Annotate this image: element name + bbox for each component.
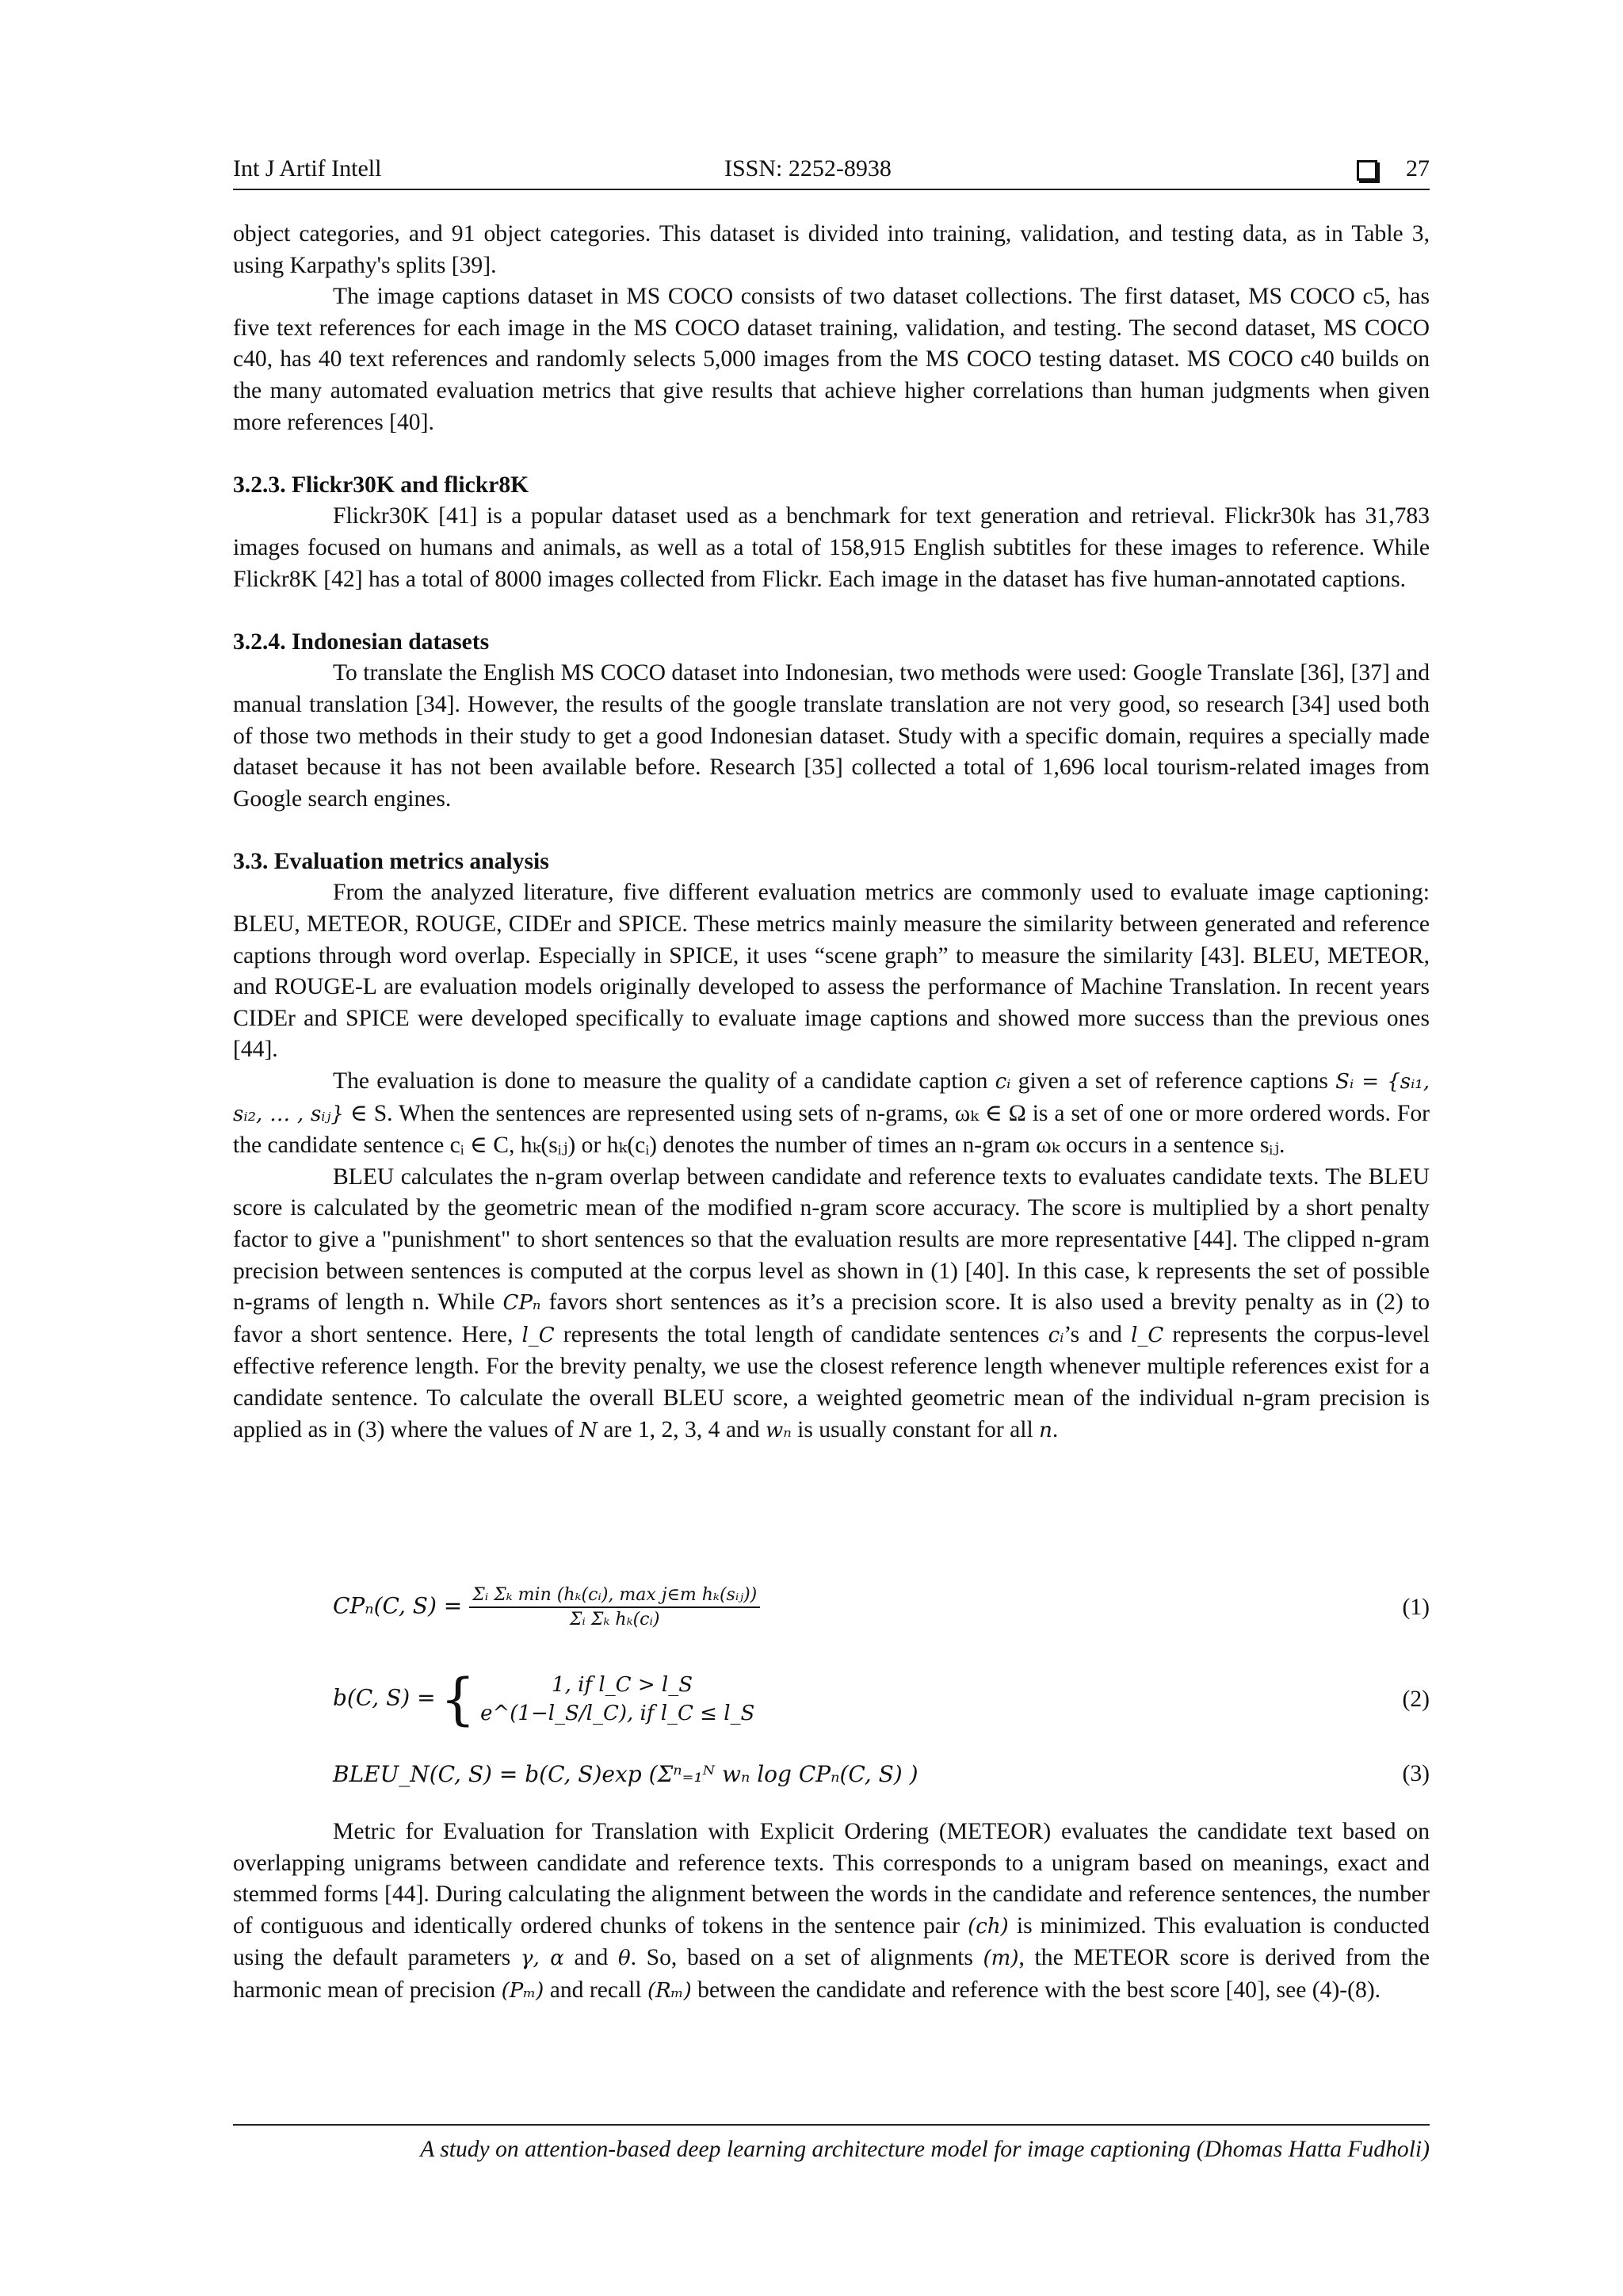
paragraph-7: BLEU calculates the n-gram overlap between candidate and reference texts to evaluates candidate texts. The BLEU score is calculated by the geometric mean of the modified n-gram score accuracy. The score is multiplied by a short penalty factor to give a "punishment" to short sentences so that the evaluation results are more representative [44]. The clipped n-gram precision between sentences is computed at the corpus level as shown in (1) [40]. In this case, k represents the set of possible n-grams of length n. While CPₙ favors short sentences as it’s a precision score. It is also used a brevity penalty as in (2) to favor a short sentence. Here, l_C represents the total length of candidate sentences cᵢ’s and l_C represents the corpus-level effective reference length. For the brevity penalty, we use the closest reference length whenever multiple references exist for a candidate sentence. To calculate the overall BLEU score, a weighted geometric mean of the individual n-gram precision is applied as in (3) where the values of N are 1, 2, 3, 4 and wₙ is usually constant for all n.: [233, 1163, 1430, 1442]
eq2-number: (2): [1402, 1687, 1430, 1712]
section-heading-3-3: 3.3. Evaluation metrics analysis: [233, 848, 549, 874]
eq1-numerator: Σᵢ Σₖ min (hₖ(cᵢ), max j∈m hₖ(sᵢⱼ)): [469, 1585, 760, 1608]
eq2-cases: [480, 1671, 754, 1728]
eq1-lhs: CPₙ(C, S) =: [333, 1592, 463, 1619]
equation-2: b(C, S) ={ 1, if l_C > l_S e^(1−l_S/l_C), if l_C ≤ l_S (2): [333, 1667, 1430, 1732]
paragraph-6: The evaluation is done to measure the quality of a candidate caption cᵢ given a set of reference captions Sᵢ = {sᵢ₁, sᵢ₂, … , sᵢⱼ} ∈ S. When the sentences are represented using sets of n-grams, ωₖ ∈ Ω is a set of one or more ordered words. For the candidate sentence cᵢ ∈ C, hₖ(sᵢⱼ) or hₖ(cᵢ) denotes the number of times an n-gram ωₖ occurs in a sentence sᵢⱼ.: [233, 1068, 1430, 1159]
paragraph-1: object categories, and 91 object categories. This dataset is divided into training, validation, and testing data, as in Table 3, using Karpathy's splits [39].: [233, 221, 1430, 278]
footer-text: A study on attention-based deep learning architecture model for image captioning (Dhomas Hatta Fudholi): [420, 2137, 1430, 2162]
eq2-lhs: b(C, S) =: [333, 1684, 436, 1711]
paragraph-8: Metric for Evaluation for Translation with Explicit Ordering (METEOR) evaluates the candidate text based on overlapping unigrams between candidate and reference texts. This corresponds to a unigram based on meanings, exact and stemmed forms [44]. During calculating the alignment between the words in the candidate and reference sentences, the number of contiguous and identically ordered chunks of tokens in the sentence pair (ch) is minimized. This evaluation is conducted using the default parameters γ, α and θ. So, based on a set of alignments (m), the METEOR score is derived from the harmonic mean of precision (Pₘ) and recall (Rₘ) between the candidate and reference with the best score [40], see (4)-(8).: [233, 1819, 1430, 2003]
section-heading-3-2-3: 3.2.3. Flickr30K and flickr8K: [233, 472, 529, 498]
running-footer: [233, 2124, 1430, 2163]
journal-name: Int J Artif Intell: [233, 155, 382, 181]
eq2-case-2: e^(1−l_S/l_C), if l_C ≤ l_S: [480, 1702, 755, 1725]
running-header: [233, 155, 1430, 190]
section-heading-3-2-4: 3.2.4. Indonesian datasets: [233, 628, 490, 655]
eq1-denominator: Σᵢ Σₖ hₖ(cᵢ): [569, 1610, 660, 1629]
paragraph-5: From the analyzed literature, five different evaluation metrics are commonly used to evaluate image captioning: BLEU, METEOR, ROUGE, CIDEr and SPICE. These metrics mainly measure the similarity between generated and reference captions through word overlap. Especially in SPICE, it uses “scene graph” to measure the similarity [43]. BLEU, METEOR, and ROUGE-L are evaluation models originally developed to assess the performance of Machine Translation. In recent years CIDEr and SPICE were developed specifically to evaluate image captions and showed more success than the previous ones [44].: [233, 880, 1430, 1063]
equation-3: [333, 1753, 1430, 1801]
paragraph-3: Flickr30K [41] is a popular dataset used as a benchmark for text generation and retrieval. Flickr30k has 31,783 images focused on humans and animals, as well as a total of 158,915 English subtitles for these images to reference. While Flickr8K [42] has a total of 8000 images collected from Flickr. Each image in the dataset has five human-annotated captions.: [233, 503, 1430, 592]
eq2-case-1: 1, if l_C > l_S: [552, 1673, 693, 1697]
equation-1: [333, 1577, 1430, 1629]
eq3-body: BLEU_N(C, S) = b(C, S)exp (Σⁿ₌₁ᴺ wₙ log CPₙ(C, S) ): [333, 1761, 918, 1787]
issn: ISSN: 2252-8938: [724, 155, 892, 181]
page-number: 27: [1406, 155, 1430, 181]
square-bullet-icon: [1357, 160, 1377, 181]
eq1-number: (1): [1402, 1595, 1430, 1620]
paragraph-2: The image captions dataset in MS COCO consists of two dataset collections. The first dataset, MS COCO c5, has five text references for each image in the MS COCO dataset training, validation, and testing. The second dataset, MS COCO c40, has 40 text references and randomly selects 5,000 images from the MS COCO testing dataset. MS COCO c40 builds on the many automated evaluation metrics that give results that achieve higher correlations than human judgments when given more references [40].: [233, 284, 1430, 435]
paragraph-4: To translate the English MS COCO dataset into Indonesian, two methods were used: Google Translate [36], [37] and manual translation [34]. However, the results of the google translate translation are not very good, so research [34] used both of those two methods in their study to get a good Indonesian dataset. Study with a specific domain, requires a specially made dataset because it has not been available before. Research [35] collected a total of 1,696 local tourism-related images from Google search engines.: [233, 660, 1430, 812]
eq3-number: (3): [1402, 1761, 1430, 1786]
body-text-continued: [233, 1817, 1430, 2008]
body-text: [233, 219, 1430, 1446]
eq1-fraction: [469, 1585, 760, 1629]
